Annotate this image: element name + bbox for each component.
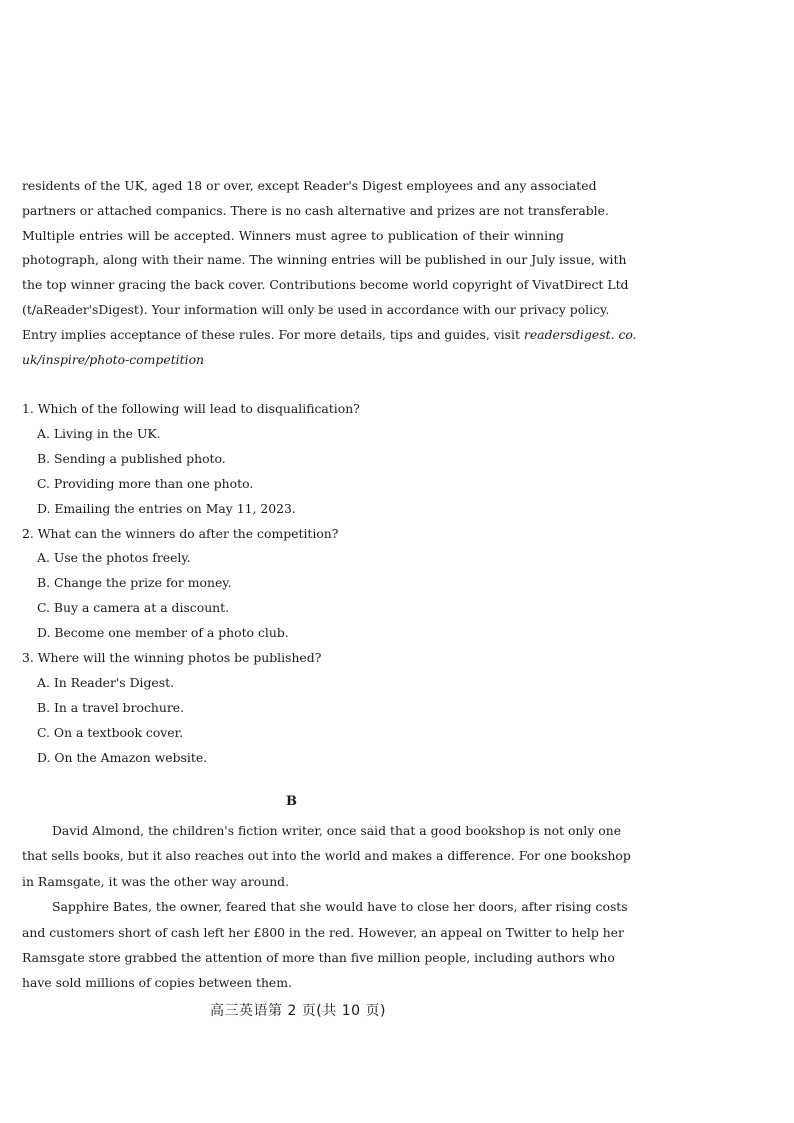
answer-option: B. In a travel brochure.	[37, 699, 185, 715]
passage-line: in Ramsgate, it was the other way around.	[22, 873, 290, 889]
competition-rules-text	[22, 174, 637, 372]
intro-line: partners or attached companics. There is no cash alternative and prizes are not transferable.	[22, 202, 609, 218]
passage-line: have sold millions of copies between them.	[22, 975, 292, 991]
answer-option: D. Emailing the entries on May 11, 2023.	[37, 500, 296, 516]
question-stem: 3. Where will the winning photos be published?	[22, 650, 322, 666]
passage-line: Ramsgate store grabbed the attention of more than five million people, including authors who	[22, 950, 615, 966]
question-stem: 1. Which of the following will lead to disqualification?	[22, 401, 360, 416]
page-footer: 高三英语第 2 页(共 10 页)	[210, 1003, 386, 1019]
answer-option: D. On the Amazon website.	[37, 749, 208, 765]
question-1	[22, 397, 582, 522]
intro-line: Multiple entries will be accepted. Winners must agree to publication of their winning	[22, 227, 564, 243]
passage-line: Sapphire Bates, the owner, feared that she would have to close her doors, after rising costs	[52, 899, 628, 915]
question-list	[22, 397, 582, 771]
answer-option: A. In Reader's Digest.	[37, 674, 175, 690]
answer-option: C. Buy a camera at a discount.	[37, 600, 230, 616]
answer-option: C. On a textbook cover.	[37, 724, 184, 740]
competition-url-part1: readersdigest. co.	[523, 326, 637, 342]
passage-line: David Almond, the children's fiction writer, once said that a good bookshop is not only one	[52, 823, 622, 838]
question-2	[22, 522, 582, 647]
intro-line: the top winner gracing the back cover. Contributions become world copyright of VivatDirect Ltd	[22, 277, 629, 293]
intro-line-text: Entry implies acceptance of these rules. For more details, tips and guides, visit	[22, 326, 524, 342]
answer-option: A. Living in the UK.	[37, 425, 161, 441]
answer-option: D. Become one member of a photo club.	[37, 625, 289, 641]
intro-line: (t/aReader'sDigest). Your information will only be used in accordance with our privacy policy.	[22, 301, 610, 317]
question-stem: 2. What can the winners do after the competition?	[22, 525, 339, 541]
intro-line-with-link	[22, 323, 637, 348]
answer-option: C. Providing more than one photo.	[37, 475, 254, 491]
answer-option: B. Sending a published photo.	[37, 450, 226, 466]
passage-line: and customers short of cash left her £800 in the red. However, an appeal on Twitter to help her	[22, 924, 624, 940]
passage-b-text	[22, 818, 631, 996]
competition-url-part2: uk/inspire/photo-competition	[22, 351, 205, 367]
intro-line: photograph, along with their name. The winning entries will be published in our July issue, with	[22, 252, 627, 268]
section-b-heading: B	[286, 794, 297, 809]
question-3	[22, 646, 582, 771]
intro-line: residents of the UK, aged 18 or over, except Reader's Digest employees and any associated	[22, 178, 597, 193]
answer-option: A. Use the photos freely.	[37, 550, 191, 566]
answer-option: B. Change the prize for money.	[37, 575, 232, 591]
passage-line: that sells books, but it also reaches out into the world and makes a difference. For one bookshop	[22, 848, 631, 864]
